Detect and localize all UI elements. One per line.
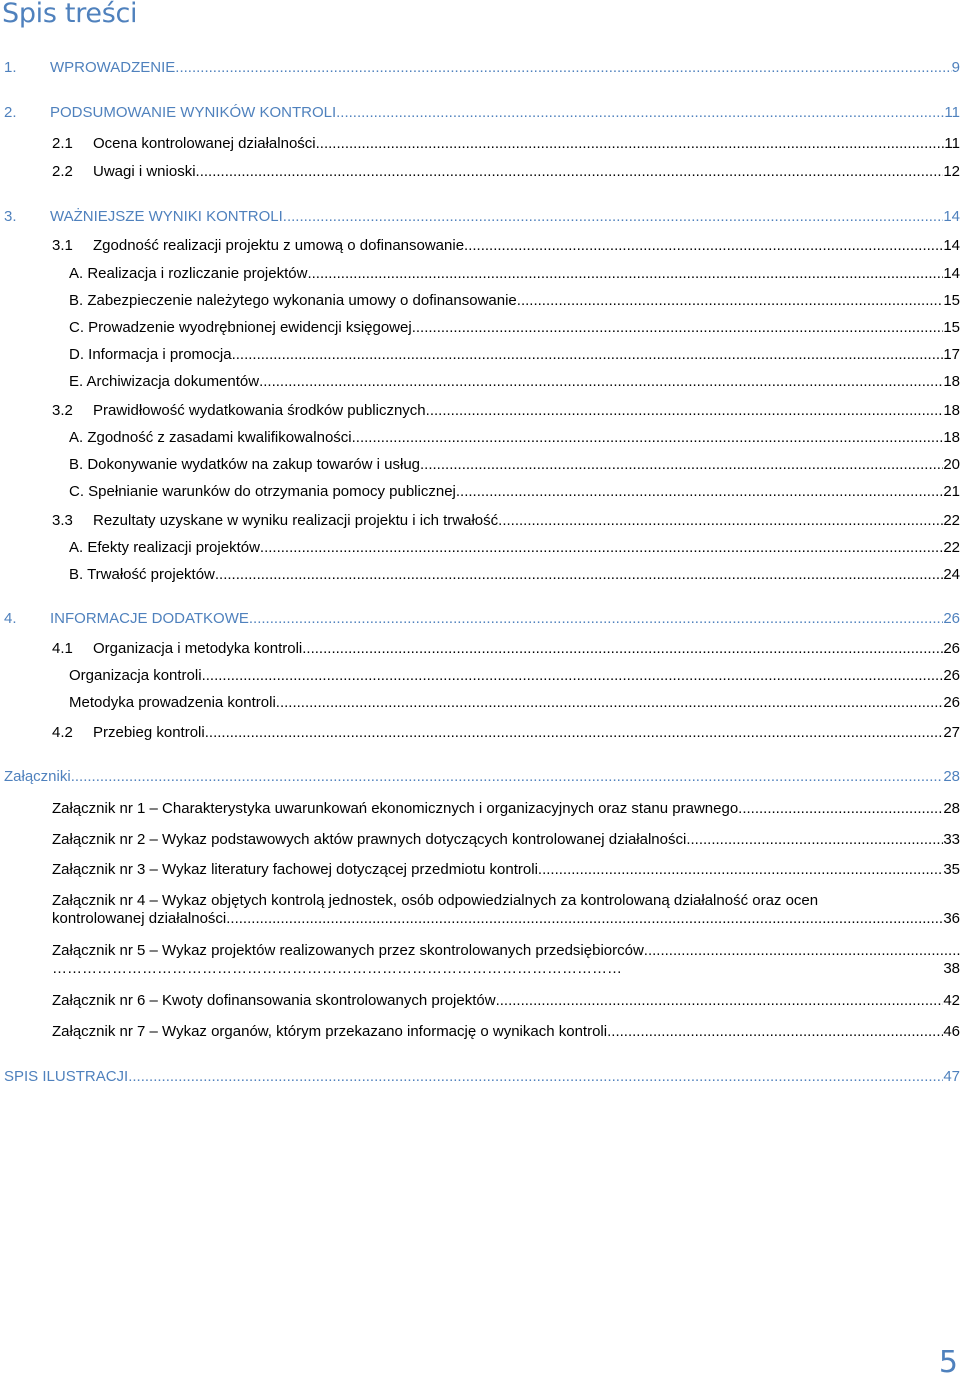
- toc-entry-title: Załącznik nr 4 – Wykaz objętych kontrolą jednostek, osób odpowiedzialnych za kontrolowaną działalność oraz ocen: [52, 892, 819, 909]
- toc-page-number: 36: [943, 910, 960, 927]
- toc-entry-efekty[interactable]: [69, 539, 960, 557]
- toc-entry-kwalifikowalnosc[interactable]: [69, 429, 960, 447]
- toc-leader: [249, 610, 943, 628]
- toc-leader: [686, 831, 943, 849]
- toc-entry-trwalosc[interactable]: [69, 566, 960, 584]
- toc-entry-title: A. Efekty realizacji projektów: [69, 539, 260, 556]
- toc-page-number: 14: [943, 237, 960, 254]
- toc-page-number: 33: [943, 831, 960, 848]
- toc-entry-title: Załącznik nr 2 – Wykaz podstawowych aktów prawnych dotyczących kontrolowanej działalności: [52, 831, 687, 848]
- toc-leader: [226, 910, 943, 928]
- toc-leader: [607, 1023, 943, 1041]
- toc-entry-title: Metodyka prowadzenia kontroli: [69, 694, 276, 711]
- toc-entry-informacje-dodatkowe[interactable]: [4, 610, 960, 628]
- toc-leader: [302, 640, 943, 658]
- toc-leader: [196, 163, 944, 181]
- toc-page-number: 22: [943, 512, 960, 529]
- toc-page-number: 14: [943, 265, 960, 282]
- toc-number: 1.: [4, 59, 17, 76]
- toc-entry-title: Załącznik nr 7 – Wykaz organów, którym przekazano informację o wynikach kontroli: [52, 1023, 608, 1040]
- toc-entry-title: Załączniki: [4, 768, 71, 785]
- toc-entry-title: Przebieg kontroli: [93, 724, 205, 741]
- toc-number: 3.1: [52, 237, 73, 254]
- toc-entry-zalacznik-5[interactable]: [52, 942, 960, 978]
- toc-page-number: 28: [943, 768, 960, 785]
- toc-leader: [276, 694, 944, 712]
- toc-entry-uwagi[interactable]: [52, 163, 960, 181]
- page-title: Spis treści: [2, 0, 138, 29]
- toc-entry-zalacznik-2[interactable]: [52, 831, 960, 849]
- toc-entry-przebieg[interactable]: [52, 724, 960, 742]
- toc-entry-realizacja-rozliczanie[interactable]: [69, 265, 960, 283]
- toc-leader: [426, 402, 944, 420]
- toc-page-number: 22: [943, 539, 960, 556]
- toc-entry-zabezpieczenie[interactable]: [69, 292, 960, 310]
- toc-number: 4.1: [52, 640, 73, 657]
- toc-page-number: 27: [943, 724, 960, 741]
- toc-entry-title: Rezultaty uzyskane w wyniku realizacji projektu i ich trwałość: [93, 512, 499, 529]
- toc-leader: [517, 292, 944, 310]
- toc-page-number: 12: [943, 163, 960, 180]
- toc-leader: [538, 861, 943, 879]
- toc-page-number: 14: [943, 208, 960, 225]
- toc-number: 3.: [4, 208, 17, 225]
- toc-entry-wprowadzenie[interactable]: [4, 59, 960, 77]
- toc-entry-title: A. Zgodność z zasadami kwalifikowalności: [69, 429, 352, 446]
- toc-entry-title: A. Realizacja i rozliczanie projektów: [69, 265, 308, 282]
- toc-entry-organizacja-kontroli[interactable]: [69, 667, 960, 685]
- toc-entry-ocena[interactable]: [52, 135, 960, 153]
- toc-leader: [71, 768, 944, 786]
- toc-entry-title: Ocena kontrolowanej działalności: [93, 135, 316, 152]
- toc-page-number: 46: [943, 1023, 960, 1040]
- toc-number: 2.1: [52, 135, 73, 152]
- toc-leader: [307, 265, 943, 283]
- toc-entry-organizacja-metodyka[interactable]: [52, 640, 960, 658]
- toc-page-number: 11: [944, 135, 960, 152]
- toc-page-number: 47: [943, 1068, 960, 1085]
- toc-entry-title: E. Archiwizacja dokumentów: [69, 373, 260, 390]
- toc-page-number: 15: [943, 319, 960, 336]
- toc-entry-informacja-promocja[interactable]: [69, 346, 960, 364]
- toc-number: 4.: [4, 610, 17, 627]
- toc-leader: [456, 483, 943, 501]
- toc-page-number: 26: [943, 694, 960, 711]
- toc-page-number: 26: [943, 610, 960, 627]
- toc-page-number: 42: [943, 992, 960, 1009]
- toc-page-number: 18: [943, 373, 960, 390]
- toc-page-number: 9: [951, 59, 960, 76]
- toc-leader: [738, 800, 943, 818]
- toc-leader: [205, 724, 944, 742]
- toc-leader: [496, 992, 944, 1010]
- toc-entry-wazniejsze[interactable]: [4, 208, 960, 226]
- toc-number: 3.3: [52, 512, 73, 529]
- toc-entry-title: PODSUMOWANIE WYNIKÓW KONTROLI: [50, 104, 337, 121]
- toc-entry-zakup-towarow[interactable]: [69, 456, 960, 474]
- toc-entry-title: INFORMACJE DODATKOWE: [50, 610, 249, 627]
- toc-entry-zalacznik-1[interactable]: [52, 800, 960, 818]
- toc-leader: [644, 942, 960, 960]
- toc-entry-title: B. Zabezpieczenie należytego wykonania umowy o dofinansowanie: [69, 292, 517, 309]
- toc-entry-title: Organizacja i metodyka kontroli: [93, 640, 303, 657]
- toc-page-number: 18: [943, 429, 960, 446]
- toc-page-number: 15: [943, 292, 960, 309]
- toc-leader: [260, 539, 943, 557]
- toc-entry-title: C. Spełnianie warunków do otrzymania pomocy publicznej: [69, 483, 456, 500]
- toc-number: 3.2: [52, 402, 73, 419]
- toc-entry-title: Załącznik nr 6 – Kwoty dofinansowania skontrolowanych projektów: [52, 992, 496, 1009]
- toc-entry-title: B. Trwałość projektów: [69, 566, 215, 583]
- toc-page-number: 17: [943, 346, 960, 363]
- toc-entry-title: Załącznik nr 3 – Wykaz literatury fachowej dotyczącej przedmiotu kontroli: [52, 861, 538, 878]
- toc-entry-zgodnosc-realizacji[interactable]: [52, 237, 960, 255]
- toc-entry-pomoc-publiczna[interactable]: [69, 483, 960, 501]
- toc-page-number: 20: [943, 456, 960, 473]
- toc-page-number: 26: [943, 640, 960, 657]
- toc-entry-title: WPROWADZENIE: [50, 59, 176, 76]
- toc-entry-zalacznik-4[interactable]: [52, 892, 960, 928]
- toc-leader: [283, 208, 944, 226]
- toc-entry-title: Załącznik nr 5 – Wykaz projektów realizowanych przez skontrolowanych przedsiębiorców: [52, 942, 644, 959]
- toc-page-number: 38: [943, 960, 960, 977]
- toc-leader: [316, 135, 945, 153]
- toc-entry-zalacznik-6[interactable]: [52, 992, 960, 1010]
- toc-entry-title: Organizacja kontroli: [69, 667, 202, 684]
- toc-leader: [336, 104, 944, 122]
- toc-entry-title: Zgodność realizacji projektu z umową o dofinansowanie: [93, 237, 465, 254]
- toc-entry-prawidlowosc[interactable]: [52, 402, 960, 420]
- toc-leader: [175, 59, 951, 77]
- toc-page-number: 21: [943, 483, 960, 500]
- toc-leader: [232, 346, 944, 364]
- toc-entry-metodyka[interactable]: [69, 694, 960, 712]
- toc-page-number: 28: [943, 800, 960, 817]
- toc-leader: [420, 456, 943, 474]
- toc-entry-archiwizacja[interactable]: [69, 373, 960, 391]
- toc-entry-rezultaty[interactable]: [52, 512, 960, 530]
- toc-entry-title: Uwagi i wnioski: [93, 163, 196, 180]
- toc-page-number: 11: [944, 104, 960, 121]
- toc-page-number: 26: [943, 667, 960, 684]
- toc-leader: [215, 566, 943, 584]
- toc-leader: [498, 512, 943, 530]
- toc-leader: [259, 373, 943, 391]
- toc-entry-podsumowanie[interactable]: [4, 104, 960, 122]
- toc-entry-title: WAŻNIEJSZE WYNIKI KONTROLI: [50, 208, 283, 225]
- toc-page-number: 18: [943, 402, 960, 419]
- toc-entry-title: SPIS ILUSTRACJI: [4, 1068, 129, 1085]
- toc-entry-zalacznik-3[interactable]: [52, 861, 960, 879]
- toc-page-number: 35: [943, 861, 960, 878]
- toc-entry-ewidencja[interactable]: [69, 319, 960, 337]
- page-number: 5: [938, 1345, 958, 1380]
- toc-page-number: 24: [943, 566, 960, 583]
- toc-leader: [412, 319, 944, 337]
- toc-entry-title-continued: kontrolowanej działalności: [52, 910, 227, 927]
- toc-leader: [464, 237, 943, 255]
- toc-entry-title: B. Dokonywanie wydatków na zakup towarów i usług: [69, 456, 421, 473]
- toc-entry-title: C. Prowadzenie wyodrębnionej ewidencji księgowej: [69, 319, 412, 336]
- toc-entry-spis-ilustracji[interactable]: [4, 1068, 960, 1086]
- toc-entry-title: D. Informacja i promocja: [69, 346, 232, 363]
- toc-entry-zalaczniki[interactable]: [4, 768, 960, 786]
- toc-entry-zalacznik-7[interactable]: [52, 1023, 960, 1041]
- toc-leader: [352, 429, 944, 447]
- toc-entry-title: Prawidłowość wydatkowania środków publicznych: [93, 402, 426, 419]
- toc-number: 2.2: [52, 163, 73, 180]
- toc-number: 4.2: [52, 724, 73, 741]
- toc-leader: [128, 1068, 943, 1086]
- toc-number: 2.: [4, 104, 17, 121]
- toc-entry-title: Załącznik nr 1 – Charakterystyka uwarunkowań ekonomicznych i organizacyjnych oraz stanu prawnego: [52, 800, 739, 817]
- toc-entry-title-continued: ……………………………………………………………………………………………………: [52, 960, 622, 977]
- toc-leader: [202, 667, 944, 685]
